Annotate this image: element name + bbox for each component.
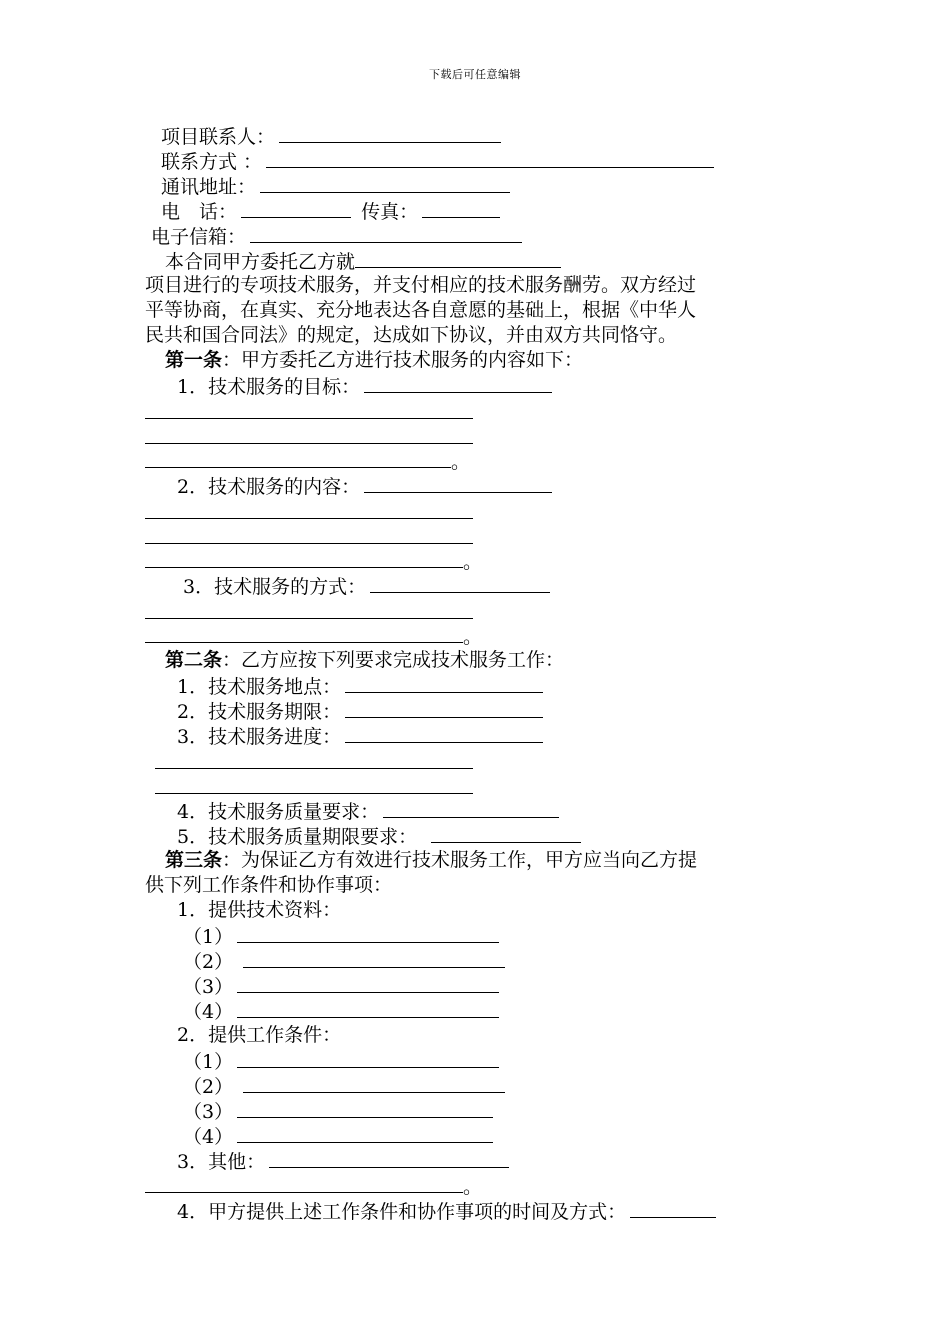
art1-item3-blank[interactable] — [370, 573, 550, 593]
address-row — [145, 173, 815, 198]
art3-item2-label-row: 2．提供工作条件： — [177, 1024, 342, 1046]
article-1-text: ：甲方委托乙方进行技术服务的内容如下： — [222, 349, 584, 371]
art3-item2-sub1 — [145, 1048, 815, 1073]
intro-text-1: 本合同甲方委托乙方就 — [165, 251, 356, 273]
art2-item1-blank[interactable] — [345, 673, 543, 693]
contact-person-label: 项目联系人： — [161, 126, 276, 148]
art3-item2-sub2-blank[interactable] — [243, 1073, 505, 1093]
art1-item1-blank-line[interactable] — [145, 398, 473, 419]
art1-item3-blank-line[interactable] — [145, 598, 473, 619]
sub-number: （4） — [183, 1126, 234, 1148]
art1-item2-blank-line[interactable] — [145, 498, 473, 519]
art1-item1-row — [145, 373, 815, 398]
art3-item2-sub4 — [145, 1123, 815, 1148]
art1-item1-cont-2 — [145, 423, 815, 448]
article-3-text: ：为保证乙方有效进行技术服务工作，甲方应当向乙方提 — [222, 849, 698, 871]
sub-number: （2） — [183, 1076, 234, 1098]
art3-item4-blank[interactable] — [630, 1198, 716, 1218]
art2-item1-label: 1．技术服务地点： — [177, 676, 342, 698]
art1-item3-row — [145, 573, 815, 598]
art2-item3-label: 3．技术服务进度： — [177, 726, 342, 748]
art1-item1-blank[interactable] — [364, 373, 552, 393]
contact-person-blank[interactable] — [279, 123, 501, 143]
project-name-blank[interactable] — [355, 248, 561, 268]
fax-label: 传真： — [361, 201, 419, 223]
art2-item2-row — [145, 698, 815, 723]
email-blank[interactable] — [250, 223, 522, 243]
art1-item3-label: 3．技术服务的方式： — [183, 576, 367, 598]
art1-item1-blank-line[interactable] — [145, 448, 451, 468]
art3-item2-sub3-blank[interactable] — [237, 1098, 493, 1118]
art1-item2-blank[interactable] — [364, 473, 552, 493]
sub-number: （1） — [183, 1051, 234, 1073]
art3-item2-sub2 — [145, 1073, 815, 1098]
art3-item1-sub4 — [145, 998, 815, 1023]
art3-item1-sub3-blank[interactable] — [237, 973, 499, 993]
art3-item2-sub3 — [145, 1098, 815, 1123]
art3-item1-sub1 — [145, 923, 815, 948]
art3-item2-sub1-blank[interactable] — [237, 1048, 499, 1068]
sub-number: （2） — [183, 951, 234, 973]
art3-item2-sub4-blank[interactable] — [237, 1123, 493, 1143]
intro-line-3: 平等协商，在真实、充分地表达各自意愿的基础上，根据《中华人 — [145, 299, 697, 321]
art2-item4-row — [145, 798, 815, 823]
art1-item2-blank-line[interactable] — [145, 523, 473, 544]
art1-item1-cont-1 — [145, 398, 815, 423]
art3-item1-sub3 — [145, 973, 815, 998]
art1-item1-cont-3 — [145, 448, 815, 473]
art1-item2-cont-2 — [145, 523, 815, 548]
art2-item3-blank[interactable] — [345, 723, 543, 743]
contact-method-blank[interactable] — [266, 148, 714, 168]
period-mark: 。 — [451, 451, 471, 473]
art3-item4-label: 4．甲方提供上述工作条件和协作事项的时间及方式： — [177, 1201, 627, 1223]
art2-item1-row — [145, 673, 815, 698]
article-3-heading — [145, 848, 815, 873]
article-2-title: 第二条 — [165, 649, 223, 671]
article-3-text-2: 供下列工作条件和协作事项： — [145, 874, 393, 896]
art3-item1-sub2-blank[interactable] — [243, 948, 505, 968]
contact-person-row — [145, 123, 815, 148]
art3-item1-sub1-blank[interactable] — [237, 923, 499, 943]
phone-blank[interactable] — [241, 198, 351, 218]
art1-item1-blank-line[interactable] — [145, 423, 473, 444]
art1-item2-label: 2．技术服务的内容： — [177, 476, 361, 498]
art3-item3-row — [145, 1148, 815, 1173]
period-mark: 。 — [463, 626, 483, 648]
period-mark: 。 — [463, 551, 483, 573]
contact-method-label: 联系方式 ： — [161, 151, 263, 173]
email-row — [145, 223, 815, 248]
phone-row — [145, 198, 815, 223]
art2-item4-label: 4．技术服务质量要求： — [177, 801, 380, 823]
art1-item3-blank-line[interactable] — [145, 623, 463, 643]
art3-item3-label: 3．其他： — [177, 1151, 266, 1173]
art3-item1-sub4-blank[interactable] — [237, 998, 499, 1018]
sub-number: （1） — [183, 926, 234, 948]
period-mark: 。 — [463, 1176, 483, 1198]
article-2-heading — [145, 648, 815, 673]
art2-item3-blank-line[interactable] — [155, 748, 473, 769]
art1-item2-cont-1 — [145, 498, 815, 523]
art2-item5-row — [145, 823, 815, 848]
page-header: 下载后可任意编辑 — [429, 68, 521, 81]
art3-item1-sub2 — [145, 948, 815, 973]
art1-item1-label: 1．技术服务的目标： — [177, 376, 361, 398]
art1-item2-blank-line[interactable] — [145, 548, 463, 568]
intro-line-1 — [145, 248, 815, 273]
article-3-title: 第三条 — [165, 849, 223, 871]
address-blank[interactable] — [260, 173, 510, 193]
art3-item4-row — [145, 1198, 815, 1223]
art2-item2-label: 2．技术服务期限： — [177, 701, 342, 723]
contact-method-row — [145, 148, 815, 173]
sub-number: （4） — [183, 1001, 234, 1023]
intro-line-2: 项目进行的专项技术服务，并支付相应的技术服务酬劳。双方经过 — [145, 274, 697, 296]
art3-item3-cont — [145, 1173, 815, 1198]
art2-item5-blank[interactable] — [431, 823, 581, 843]
art3-item3-blank-line[interactable] — [145, 1173, 463, 1193]
email-label: 电子信箱： — [151, 226, 247, 248]
art3-item1-label-row: 1．提供技术资料： — [177, 899, 342, 921]
art1-item3-cont-2 — [145, 623, 815, 648]
art2-item3-blank-line[interactable] — [155, 773, 473, 794]
sub-number: （3） — [183, 1101, 234, 1123]
art2-item3-cont-2 — [145, 773, 815, 798]
art2-item4-blank[interactable] — [383, 798, 559, 818]
art2-item2-blank[interactable] — [345, 698, 543, 718]
contract-body — [145, 123, 815, 1223]
fax-blank[interactable] — [422, 198, 500, 218]
art3-item3-blank[interactable] — [269, 1148, 509, 1168]
art1-item2-cont-3 — [145, 548, 815, 573]
art1-item2-row — [145, 473, 815, 498]
sub-number: （3） — [183, 976, 234, 998]
article-1-heading — [145, 348, 815, 373]
art1-item3-cont-1 — [145, 598, 815, 623]
intro-line-4: 民共和国合同法》的规定，达成如下协议，并由双方共同恪守。 — [145, 324, 678, 346]
art2-item3-cont-1 — [145, 748, 815, 773]
art2-item3-row — [145, 723, 815, 748]
address-label: 通讯地址： — [161, 176, 257, 198]
article-2-text: ：乙方应按下列要求完成技术服务工作： — [222, 649, 565, 671]
article-1-title: 第一条 — [165, 349, 223, 371]
phone-label: 电 话： — [161, 201, 238, 223]
art2-item5-label: 5．技术服务质量期限要求： — [177, 826, 418, 848]
